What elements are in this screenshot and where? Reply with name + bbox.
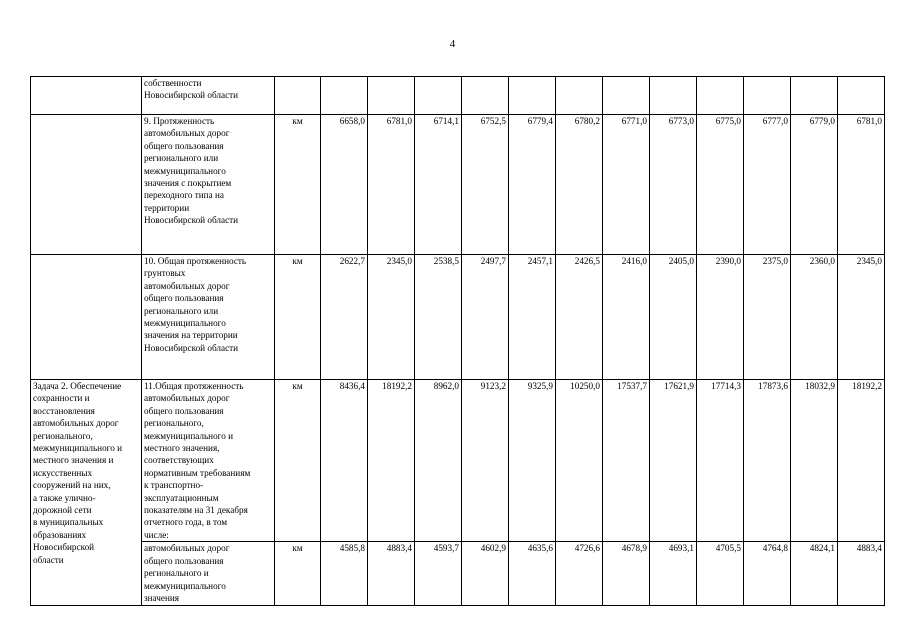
value-cell [462,77,509,115]
value-cell [556,77,603,115]
table-row [31,115,885,255]
value-cell: 4824,1 [791,542,838,606]
value-cell: 18032,9 [791,380,838,542]
unit-cell: км [275,115,321,255]
value-cell: 8436,4 [321,380,368,542]
unit-cell: км [275,542,321,606]
value-cell: 6773,0 [650,115,697,255]
indicators-table [30,76,885,606]
value-cell: 4585,8 [321,542,368,606]
table-body [31,77,885,606]
value-cell: 6781,0 [368,115,415,255]
value-cell: 4705,5 [697,542,744,606]
value-cell [368,77,415,115]
value-cell: 6777,0 [744,115,791,255]
value-cell: 18192,2 [838,380,885,542]
value-cell: 6775,0 [697,115,744,255]
value-cell: 2375,0 [744,255,791,380]
value-cell: 9123,2 [462,380,509,542]
value-cell: 6658,0 [321,115,368,255]
value-cell [321,77,368,115]
value-cell: 4883,4 [368,542,415,606]
value-cell: 2538,5 [415,255,462,380]
indicator-cell: 10. Общая протяженность грунтовых автомобильных дорог общего пользования регионального или межмуниципального значения на территории Новосибирской области [142,255,275,380]
value-cell: 10250,0 [556,380,603,542]
value-cell: 4602,9 [462,542,509,606]
value-cell [603,77,650,115]
value-cell: 6780,2 [556,115,603,255]
value-cell: 17873,6 [744,380,791,542]
value-cell: 2390,0 [697,255,744,380]
indicator-cell: автомобильных дорог общего пользования регионального и межмуниципального значения [142,542,275,606]
value-cell: 6714,1 [415,115,462,255]
page-number: 4 [449,38,456,50]
value-cell [650,77,697,115]
value-cell: 2497,7 [462,255,509,380]
value-cell: 6781,0 [838,115,885,255]
value-cell: 2360,0 [791,255,838,380]
value-cell: 4678,9 [603,542,650,606]
table-row [31,77,885,115]
value-cell: 6779,0 [791,115,838,255]
value-cell: 4635,6 [509,542,556,606]
task-cell [31,77,142,115]
value-cell: 8962,0 [415,380,462,542]
value-cell: 17621,9 [650,380,697,542]
indicator-cell: собственности Новосибирской области [142,77,275,115]
indicator-cell: 11.Общая протяженность автомобильных дорог общего пользования регионального, межмуниципального и местного значения, соответствующих нормативным требованиям к транспортно- эксплуатационным показателям на 31 декабря отчетного года, в том числе: [142,380,275,542]
value-cell: 2426,5 [556,255,603,380]
task-cell [31,115,142,255]
value-cell [838,77,885,115]
value-cell: 17537,7 [603,380,650,542]
value-cell [791,77,838,115]
unit-cell [275,77,321,115]
value-cell: 2345,0 [368,255,415,380]
task-cell: Задача 2. Обеспечение сохранности и восстановления автомобильных дорог регионального, межмуниципального и местного значения и искусственных сооружений на них, а также улично- дорожной сети в муниципальных образованиях Новосибирской области [31,380,142,606]
value-cell: 4726,6 [556,542,603,606]
value-cell: 2457,1 [509,255,556,380]
value-cell: 2416,0 [603,255,650,380]
value-cell: 4883,4 [838,542,885,606]
task-cell [31,255,142,380]
indicator-cell: 9. Протяженность автомобильных дорог общего пользования регионального или межмуниципального значения с покрытием переходного типа на территории Новосибирской области [142,115,275,255]
value-cell: 4764,8 [744,542,791,606]
value-cell: 2345,0 [838,255,885,380]
value-cell: 6779,4 [509,115,556,255]
value-cell: 9325,9 [509,380,556,542]
value-cell [509,77,556,115]
unit-cell: км [275,380,321,542]
value-cell [697,77,744,115]
unit-cell: км [275,255,321,380]
value-cell: 6771,0 [603,115,650,255]
table-row [31,255,885,380]
value-cell: 2405,0 [650,255,697,380]
value-cell: 4693,1 [650,542,697,606]
value-cell: 6752,5 [462,115,509,255]
table-row [31,380,885,542]
value-cell [744,77,791,115]
table-row [31,542,885,606]
value-cell: 18192,2 [368,380,415,542]
value-cell [415,77,462,115]
value-cell: 4593,7 [415,542,462,606]
value-cell: 17714,3 [697,380,744,542]
value-cell: 2622,7 [321,255,368,380]
